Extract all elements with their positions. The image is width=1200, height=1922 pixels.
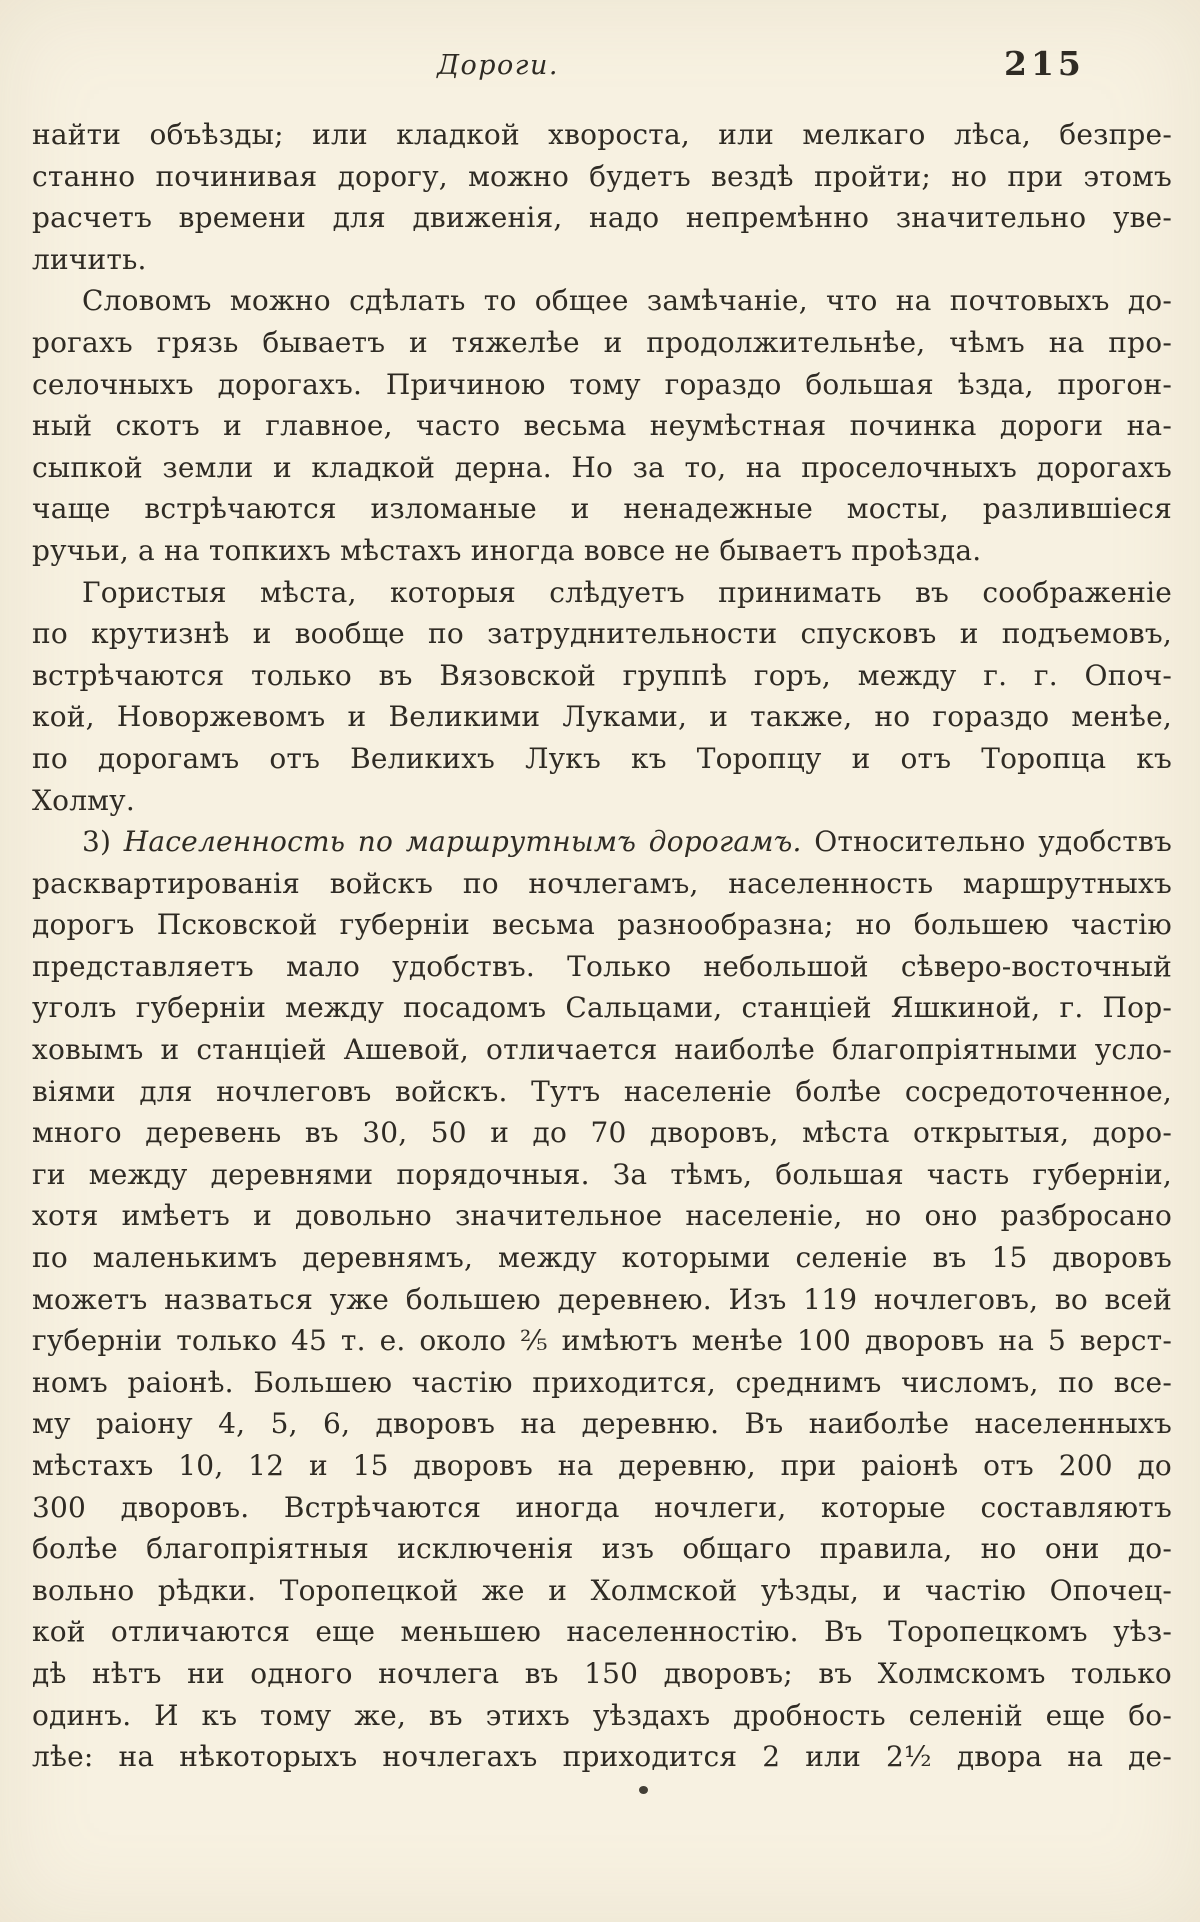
text-run: віями для ночлеговъ войскъ. Тутъ населеніе болѣе сосредоточенное, (32, 1074, 1172, 1108)
text-line (32, 197, 1172, 239)
text-line (32, 114, 1172, 156)
text-run: лѣе: на нѣкоторыхъ ночлегахъ приходится 2 или 2¹⁄₂ двора на де- (32, 1740, 1172, 1774)
text-run: сыпкой земли и кладкой дерна. Но за то, на проселочныхъ дорогахъ (32, 450, 1172, 484)
text-block (32, 114, 1172, 1778)
text-line (32, 447, 1172, 489)
text-run: ги между деревнями порядочныя. За тѣмъ, большая часть губерніи, (32, 1157, 1172, 1191)
paragraph (32, 821, 1172, 1778)
text-run: представляетъ мало удобствъ. Только небольшой сѣверо-восточный (32, 949, 1172, 983)
text-line (32, 821, 1172, 863)
text-run: можетъ назваться уже большею деревнею. Изъ 119 ночлеговъ, во всей (32, 1282, 1172, 1316)
text-run: по крутизнѣ и вообще по затруднительности спусковъ и подъемовъ, (32, 617, 1172, 651)
text-line (32, 280, 1172, 322)
text-line (32, 696, 1172, 738)
text-line (32, 405, 1172, 447)
text-line (32, 322, 1172, 364)
text-run: найти объѣзды; или кладкой хвороста, или мелкаго лѣса, безпре- (32, 118, 1172, 151)
text-line (32, 1154, 1172, 1196)
text-line (32, 613, 1172, 655)
text-run: номъ раіонѣ. Большею частію приходится, среднимъ числомъ, по все- (32, 1365, 1172, 1399)
text-line (32, 863, 1172, 905)
text-line (32, 572, 1172, 614)
text-run: станно починивая дорогу, можно будетъ вездѣ пройти; но при этомъ (32, 159, 1172, 193)
text-run: дѣ нѣтъ ни одного ночлега въ 150 дворовъ; въ Холмскомъ только (32, 1656, 1172, 1690)
text-line (32, 156, 1172, 198)
text-run: му раіону 4, 5, 6, дворовъ на деревню. Въ наиболѣе населенныхъ (32, 1407, 1172, 1441)
text-line (32, 1611, 1172, 1653)
text-line (32, 364, 1172, 406)
text-run: ный скотъ и главное, часто весьма неумѣстная починка дороги на- (32, 409, 1172, 443)
text-line (32, 780, 1172, 822)
text-run: встрѣчаются только въ Вязовской группѣ горъ, между г. г. Опоч- (32, 658, 1172, 692)
text-line (32, 1445, 1172, 1487)
text-line (32, 1570, 1172, 1612)
text-run: по дорогамъ отъ Великихъ Лукъ къ Торопцу и отъ Торопца къ (32, 741, 1172, 775)
text-run: 3) (82, 825, 124, 859)
text-line (32, 1528, 1172, 1570)
text-run: расчетъ времени для движенія, надо непремѣнно значительно уве- (32, 201, 1172, 235)
text-line (32, 1653, 1172, 1695)
text-line (32, 1071, 1172, 1113)
paragraph (32, 114, 1172, 280)
text-run: чаще встрѣчаются изломаные и ненадежные мосты, разлившіеся (32, 492, 1172, 526)
text-run: болѣе благопріятныя исключенія изъ общаго правила, но они до- (32, 1532, 1172, 1566)
text-line (32, 1029, 1172, 1071)
text-line (32, 1320, 1172, 1362)
text-line (32, 1695, 1172, 1737)
text-line (32, 1487, 1172, 1529)
text-run: Холму. (32, 783, 135, 817)
text-run: много деревень въ 30, 50 и до 70 дворовъ, мѣста открытыя, доро- (32, 1116, 1172, 1150)
text-line (32, 1403, 1172, 1445)
text-run: кой отличаются еще меньшею населенностію. Въ Торопецкомъ уѣз- (32, 1615, 1172, 1649)
text-run: Гористыя мѣста, которыя слѣдуетъ принимать въ соображеніе (82, 575, 1172, 609)
text-run: рогахъ грязь бываетъ и тяжелѣе и продолжительнѣе, чѣмъ на про- (32, 325, 1172, 359)
text-run: дорогъ Псковской губерніи весьма разнообразна; но большею частію (32, 908, 1172, 942)
paragraph (32, 572, 1172, 822)
text-run: расквартированія войскъ по ночлегамъ, населенность маршрутныхъ (32, 866, 1172, 900)
ink-dot (639, 1786, 648, 1794)
text-line (32, 530, 1172, 572)
text-run: кой, Новоржевомъ и Великими Луками, и также, но гораздо менѣе, (32, 700, 1172, 734)
text-run: селочныхъ дорогахъ. Причиною тому гораздо большая ѣзда, прогон- (32, 367, 1172, 401)
text-run: губерніи только 45 т. е. около ²⁄₅ имѣютъ менѣе 100 дворовъ на 5 верст- (32, 1324, 1172, 1358)
text-run: одинъ. И къ тому же, въ этихъ уѣздахъ дробность селеній еще бо- (32, 1698, 1172, 1732)
text-run: ховымъ и станціей Ашевой, отличается наиболѣе благопріятными усло- (32, 1033, 1172, 1067)
text-line (32, 1195, 1172, 1237)
text-line (32, 488, 1172, 530)
text-run: по маленькимъ деревнямъ, между которыми селеніе въ 15 дворовъ (32, 1241, 1172, 1275)
text-line (32, 1279, 1172, 1321)
text-run: ручьи, а на топкихъ мѣстахъ иногда вовсе не бываетъ проѣзда. (32, 533, 982, 567)
text-line (32, 946, 1172, 988)
text-run: Словомъ можно сдѣлать то общее замѣчаніе, что на почтовыхъ до- (82, 284, 1172, 318)
text-run: мѣстахъ 10, 12 и 15 дворовъ на деревню, при раіонѣ отъ 200 до (32, 1449, 1172, 1482)
italic-run: Населенность по маршрутнымъ дорогамъ. (123, 825, 802, 859)
text-run: Относительно удобствъ (801, 825, 1172, 859)
text-line (32, 1237, 1172, 1279)
text-run: личить. (32, 242, 147, 276)
text-line (32, 1736, 1172, 1778)
paragraph (32, 280, 1172, 571)
text-line (32, 239, 1172, 281)
running-header-title: Дороги. (437, 50, 559, 81)
page-number: 215 (1004, 44, 1085, 83)
text-line (32, 987, 1172, 1029)
text-line (32, 1112, 1172, 1154)
text-run: 300 дворовъ. Встрѣчаются иногда ночлеги, которые составляютъ (32, 1490, 1172, 1524)
text-line (32, 655, 1172, 697)
text-run: вольно рѣдки. Торопецкой же и Холмской уѣзды, и частію Опочец- (32, 1573, 1172, 1607)
text-line (32, 1362, 1172, 1404)
text-run: уголъ губерніи между посадомъ Сальцами, станціей Яшкиной, г. Пор- (32, 991, 1172, 1025)
text-run: хотя имѣетъ и довольно значительное населеніе, но оно разбросано (32, 1199, 1172, 1233)
text-line (32, 738, 1172, 780)
text-line (32, 904, 1172, 946)
